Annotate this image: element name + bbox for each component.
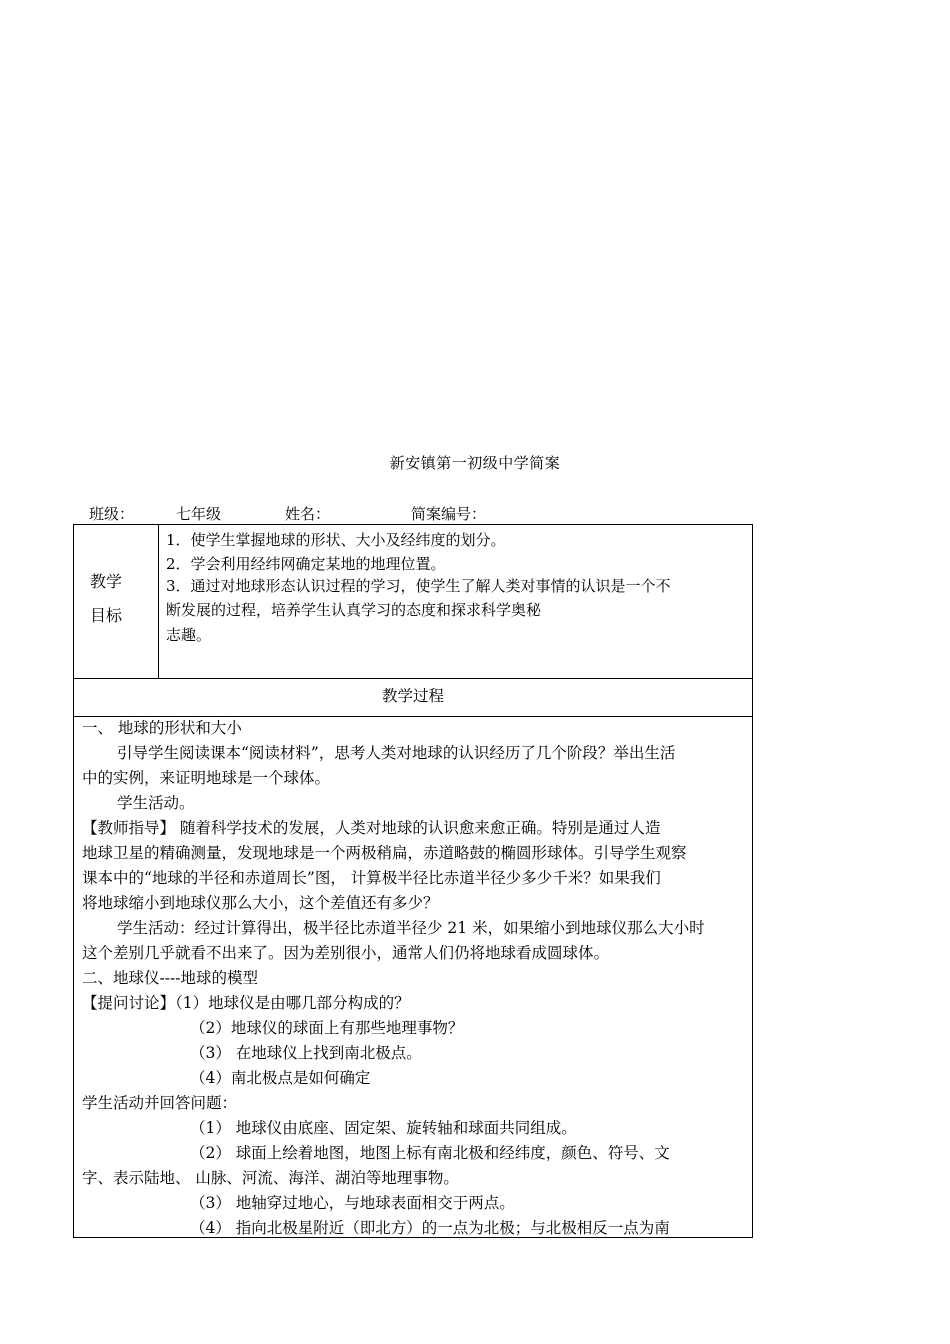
answer-line: 字、表示陆地、 山脉、河流、海洋、湖泊等地理事物。 [82, 1169, 459, 1187]
body-line: 学生活动：经过计算得出，极半径比赤道半径少 21 米，如果缩小到地球仪那么大小时 [117, 919, 705, 937]
answer-line: （1） 地球仪由底座、固定架、旋转轴和球面共同组成。 [190, 1119, 577, 1137]
class-value: 七年级 [176, 505, 222, 523]
body-line: 学生活动。 [117, 794, 195, 812]
objectives-label-line1: 教学 [90, 572, 123, 591]
question-line: （2）地球仪的球面上有那些地理事物？ [190, 1019, 464, 1037]
body-line: 将地球缩小到地球仪那么大小，这个差值还有多少？ [82, 894, 439, 912]
answer-line: （3） 地轴穿过地心，与地球表面相交于两点。 [190, 1194, 515, 1212]
body-line: 课本中的“地球的半径和赤道周长”图， 计算极半径比赤道半径少多少千米？如果我们 [82, 869, 661, 887]
objective-line: 断发展的过程，培养学生认真学习的态度和探求科学奥秘 [166, 601, 542, 619]
objective-line: 志趣。 [166, 626, 212, 644]
page-title: 新安镇第一初级中学简案 [389, 454, 561, 472]
process-heading: 教学过程 [381, 687, 444, 705]
body-line: 这个差别几乎就看不出来了。因为差别很小，通常人们仍将地球看成圆球体。 [82, 944, 610, 962]
body-line: 【教师指导】 随着科学技术的发展，人类对地球的认识愈来愈正确。特别是通过人造 [82, 819, 661, 837]
objectives-column-divider [158, 525, 159, 678]
row-divider [74, 716, 752, 717]
objective-line: 2．学会利用经纬网确定某地的地理位置。 [166, 555, 446, 573]
body-line: 中的实例，来证明地球是一个球体。 [82, 769, 331, 787]
plan-number-label: 简案编号： [411, 505, 487, 523]
answer-line: （2） 球面上绘着地图，地图上标有南北极和经纬度，颜色、符号、文 [190, 1144, 670, 1162]
class-label: 班级： [89, 505, 135, 523]
question-line: （3） 在地球仪上找到南北极点。 [190, 1044, 422, 1062]
objective-line: 1．使学生掌握地球的形状、大小及经纬度的划分。 [166, 531, 506, 549]
body-line: 引导学生阅读课本“阅读材料”，思考人类对地球的认识经历了几个阶段？举出生活 [117, 744, 676, 762]
section-heading: 二、地球仪----地球的模型 [82, 969, 258, 987]
objectives-label-line2: 目标 [90, 606, 123, 625]
section-heading: 一、 地球的形状和大小 [82, 719, 242, 737]
objective-line: 3．通过对地球形态认识过程的学习，使学生了解人类对事情的认识是一个不 [166, 577, 671, 595]
body-line: 学生活动并回答问题： [82, 1094, 238, 1112]
question-line: （4）南北极点是如何确定 [190, 1069, 371, 1087]
question-line: 【提问讨论】（1）地球仪是由哪几部分构成的？ [82, 994, 410, 1012]
name-label: 姓名： [285, 505, 331, 523]
row-divider [74, 678, 752, 679]
answer-line: （4） 指向北极星附近（即北方）的一点为北极；与北极相反一点为南 [190, 1219, 670, 1237]
lesson-plan-table [73, 524, 753, 1238]
body-line: 地球卫星的精确测量，发现地球是一个两极稍扁，赤道略鼓的椭圆形球体。引导学生观察 [82, 844, 687, 862]
